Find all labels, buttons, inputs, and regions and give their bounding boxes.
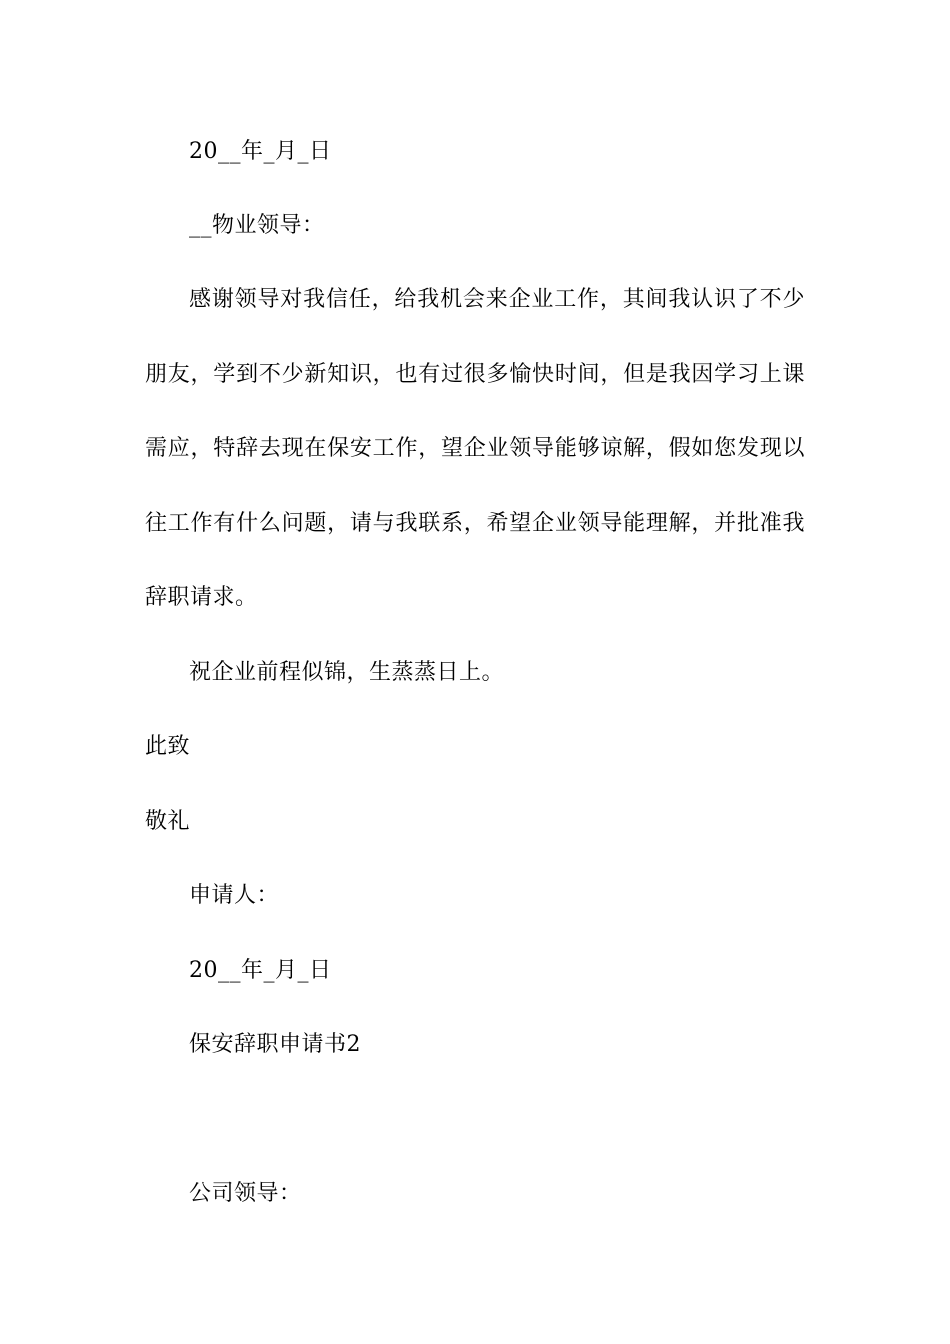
body-line-5: 辞职请求。 [145,585,258,610]
salutation-line: __物业领导： [189,213,325,238]
salutation-line-2: 公司领导： [189,1181,302,1206]
wish-line: 祝企业前程似锦，生蒸蒸日上。 [189,660,505,685]
body-line-1: 感谢领导对我信任，给我机会来企业工作，其间我认识了不少 [189,287,805,312]
section-title: 保安辞职申请书2 [189,1032,361,1057]
body-line-4: 往工作有什么问题，请与我联系，希望企业领导能理解，并批准我 [145,511,805,536]
closing-line-1: 此致 [145,734,191,759]
body-line-2: 朋友，学到不少新知识，也有过很多愉快时间，但是我因学习上课 [145,362,805,387]
body-line-3: 需应，特辞去现在保安工作，望企业领导能够谅解，假如您发现以 [145,436,805,461]
closing-line-2: 敬礼 [145,809,191,834]
date-line-top: 20__年_月_日 [189,139,332,164]
applicant-line: 申请人： [189,883,280,908]
date-line-bottom: 20__年_月_日 [189,958,332,983]
